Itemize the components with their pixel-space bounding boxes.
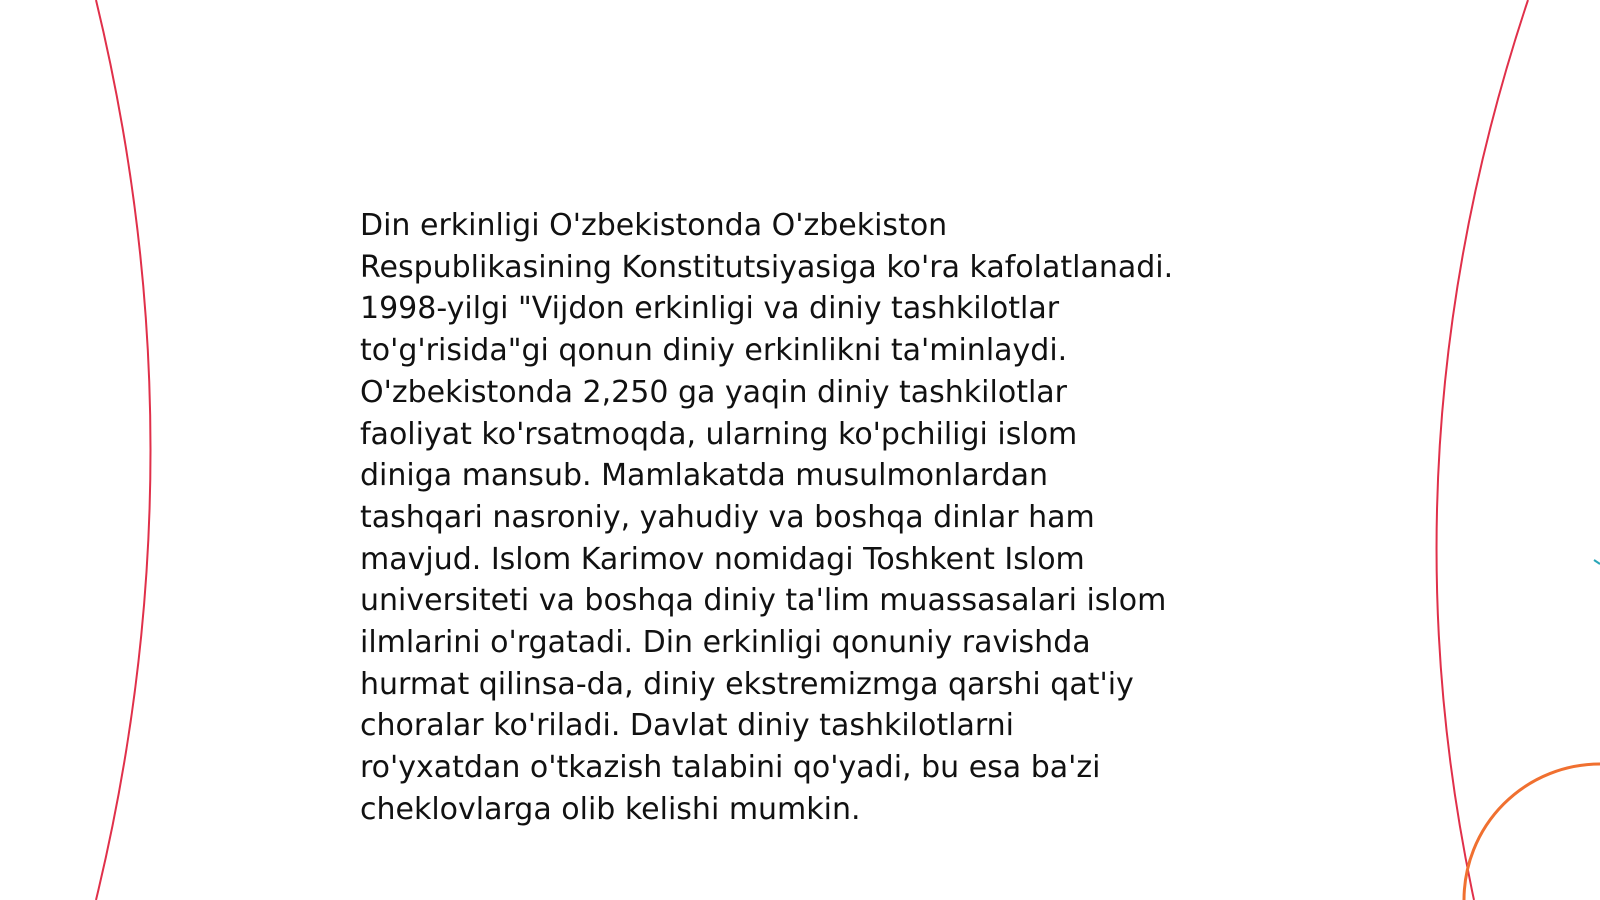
- text-line: to'g'risida"gi qonun diniy erkinlikni ta'minlaydi.: [360, 333, 1068, 369]
- text-line: 1998-yilgi "Vijdon erkinligi va diniy tashkilotlar: [360, 291, 1060, 327]
- left-arc-decoration: [96, 0, 151, 900]
- text-line: faoliyat ko'rsatmoqda, ularning ko'pchiligi islom: [360, 416, 1078, 452]
- text-line: O'zbekistonda 2,250 ga yaqin diniy tashkilotlar: [360, 374, 1068, 410]
- teal-accent-mark: [1594, 560, 1600, 564]
- right-arc-decoration: [1437, 0, 1528, 900]
- text-line: ro'yxatdan o'tkazish talabini qo'yadi, bu esa ba'zi: [360, 750, 1101, 786]
- text-line: mavjud. Islom Karimov nomidagi Toshkent Islom: [360, 541, 1085, 577]
- text-line: choralar ko'riladi. Davlat diniy tashkilotlarni: [360, 708, 1015, 744]
- text-line: tashqari nasroniy, yahudiy va boshqa dinlar ham: [360, 499, 1095, 535]
- text-line: diniga mansub. Mamlakatda musulmonlardan: [360, 458, 1049, 494]
- text-line: ilmlarini o'rgatadi. Din erkinligi qonuniy ravishda: [360, 625, 1091, 661]
- body-paragraph: [360, 205, 1260, 831]
- text-line: universiteti va boshqa diniy ta'lim muassasalari islom: [360, 583, 1167, 619]
- text-line: Din erkinligi O'zbekistonda O'zbekiston: [360, 208, 948, 243]
- text-line: Respublikasining Konstitutsiyasiga ko'ra kafolatlanadi.: [360, 249, 1174, 285]
- text-line: cheklovlarga olib kelishi mumkin.: [360, 791, 861, 827]
- text-line: hurmat qilinsa-da, diniy ekstremizmga qarshi qat'iy: [360, 666, 1134, 702]
- corner-circle-decoration: [1464, 764, 1600, 900]
